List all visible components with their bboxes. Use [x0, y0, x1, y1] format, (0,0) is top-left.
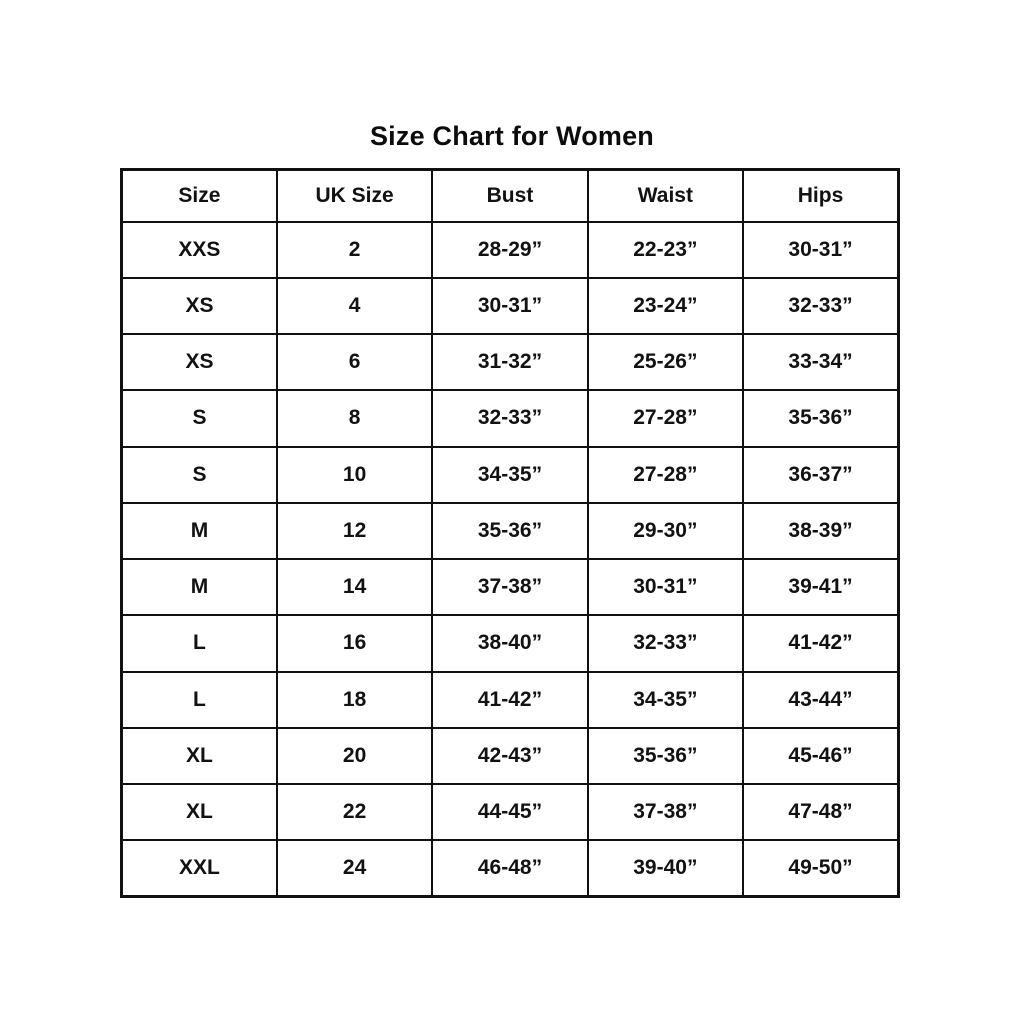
table-cell: XXS [122, 222, 277, 278]
table-cell: 32-33” [743, 278, 898, 334]
table-row [122, 222, 899, 278]
table-row [122, 784, 899, 840]
table-cell: S [122, 447, 277, 503]
table-cell: 8 [277, 390, 432, 446]
table-cell: 39-41” [743, 559, 898, 615]
table-cell: 32-33” [432, 390, 587, 446]
table-cell: XXL [122, 840, 277, 896]
table-row [122, 503, 899, 559]
column-header-waist: Waist [588, 170, 743, 222]
table-cell: XS [122, 334, 277, 390]
table-cell: 23-24” [588, 278, 743, 334]
table-cell: 12 [277, 503, 432, 559]
table-cell: 35-36” [432, 503, 587, 559]
table-cell: 10 [277, 447, 432, 503]
table-cell: 14 [277, 559, 432, 615]
table-header-row [122, 170, 899, 222]
table-cell: 43-44” [743, 672, 898, 728]
table-cell: L [122, 672, 277, 728]
table-cell: 6 [277, 334, 432, 390]
table-body [122, 222, 899, 897]
table-cell: S [122, 390, 277, 446]
table-cell: L [122, 615, 277, 671]
table-cell: 36-37” [743, 447, 898, 503]
table-row [122, 672, 899, 728]
table-cell: 27-28” [588, 390, 743, 446]
table-row [122, 840, 899, 896]
table-cell: 38-40” [432, 615, 587, 671]
column-header-uk-size: UK Size [277, 170, 432, 222]
table-cell: 22 [277, 784, 432, 840]
table-cell: M [122, 559, 277, 615]
table-cell: 34-35” [588, 672, 743, 728]
table-cell: 47-48” [743, 784, 898, 840]
column-header-hips: Hips [743, 170, 898, 222]
table-cell: XS [122, 278, 277, 334]
table-cell: 32-33” [588, 615, 743, 671]
table-cell: 16 [277, 615, 432, 671]
table-row [122, 559, 899, 615]
page-title: Size Chart for Women [369, 121, 655, 152]
table-cell: XL [122, 784, 277, 840]
table-cell: 35-36” [743, 390, 898, 446]
table-cell: 22-23” [588, 222, 743, 278]
table-cell: 18 [277, 672, 432, 728]
table-row [122, 447, 899, 503]
table-cell: 27-28” [588, 447, 743, 503]
table-header [122, 170, 899, 222]
size-chart-table [120, 168, 900, 898]
column-header-bust: Bust [432, 170, 587, 222]
table-row [122, 334, 899, 390]
table-cell: 33-34” [743, 334, 898, 390]
table-cell: 30-31” [432, 278, 587, 334]
table-cell: 2 [277, 222, 432, 278]
table-cell: 25-26” [588, 334, 743, 390]
table-cell: 24 [277, 840, 432, 896]
column-header-size: Size [122, 170, 277, 222]
table-row [122, 728, 899, 784]
table-cell: 37-38” [588, 784, 743, 840]
table-cell: 20 [277, 728, 432, 784]
table-cell: 30-31” [588, 559, 743, 615]
table-cell: 46-48” [432, 840, 587, 896]
table-cell: 35-36” [588, 728, 743, 784]
table-cell: 49-50” [743, 840, 898, 896]
table-cell: 4 [277, 278, 432, 334]
table-row [122, 278, 899, 334]
table-cell: 29-30” [588, 503, 743, 559]
table-cell: 30-31” [743, 222, 898, 278]
table-cell: 42-43” [432, 728, 587, 784]
table-cell: 41-42” [743, 615, 898, 671]
table-cell: XL [122, 728, 277, 784]
table-cell: M [122, 503, 277, 559]
table-cell: 28-29” [432, 222, 587, 278]
table-cell: 31-32” [432, 334, 587, 390]
table-cell: 38-39” [743, 503, 898, 559]
table-cell: 45-46” [743, 728, 898, 784]
table-cell: 34-35” [432, 447, 587, 503]
table-cell: 41-42” [432, 672, 587, 728]
table-row [122, 615, 899, 671]
table-cell: 39-40” [588, 840, 743, 896]
table-cell: 44-45” [432, 784, 587, 840]
table-row [122, 390, 899, 446]
table-cell: 37-38” [432, 559, 587, 615]
